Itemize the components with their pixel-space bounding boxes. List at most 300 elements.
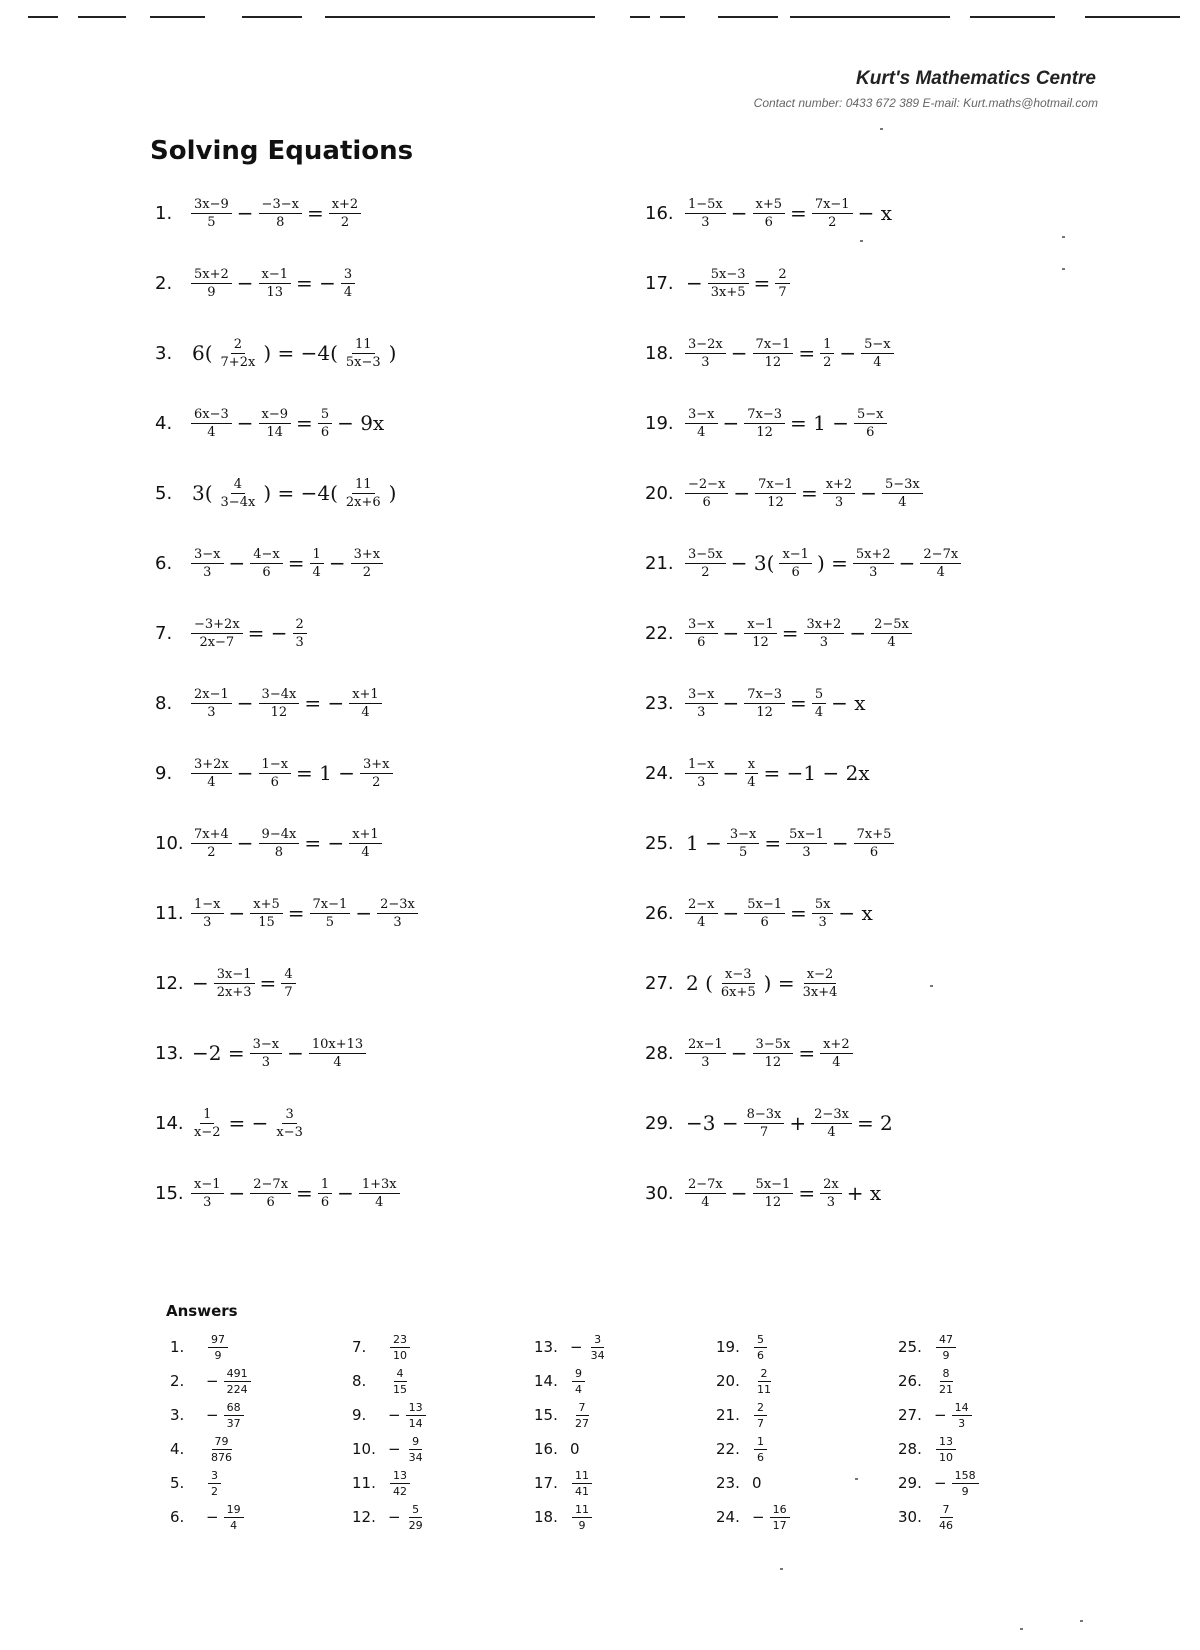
fraction <box>685 617 718 650</box>
denominator: 6 <box>262 564 271 580</box>
answer-fraction <box>754 1333 767 1362</box>
fraction <box>854 827 895 860</box>
math-text: − <box>898 551 916 575</box>
math-text: − <box>236 201 254 225</box>
denominator: 3x+5 <box>710 284 746 300</box>
denominator: 3 <box>819 634 829 650</box>
fraction <box>811 1107 852 1140</box>
denominator: 6 <box>869 844 879 860</box>
numerator: 2x−1 <box>191 687 232 704</box>
denominator: 13 <box>266 284 284 300</box>
numerator: 6x−3 <box>191 407 232 424</box>
denominator: 5 <box>738 844 748 860</box>
answer-number: 8. <box>352 1372 367 1390</box>
answer-number: 26. <box>898 1372 922 1390</box>
numerator: x+2 <box>820 1037 853 1054</box>
fraction <box>349 827 382 860</box>
denominator: 6 <box>697 634 706 650</box>
equation <box>189 1107 308 1140</box>
numerator: 13 <box>390 1469 410 1484</box>
denominator: 12 <box>767 494 784 510</box>
numerator: 47 <box>936 1333 956 1348</box>
denominator: 5x−3 <box>345 354 381 370</box>
denominator: x−3 <box>276 1124 303 1140</box>
numerator: 3−5x <box>753 1037 794 1054</box>
numerator: 5x+2 <box>853 547 894 564</box>
denominator: 8 <box>276 214 285 230</box>
numerator: 7 <box>940 1503 953 1518</box>
numerator: 3+x <box>351 547 384 564</box>
denominator: 7 <box>759 1124 769 1140</box>
fraction <box>191 1107 224 1140</box>
problem-number: 8. <box>155 692 173 714</box>
problem-number: 16. <box>645 202 674 224</box>
numerator: 491 <box>224 1367 251 1382</box>
equation <box>683 967 842 1000</box>
numerator: 3 <box>282 1107 296 1124</box>
denominator: 3 <box>802 844 811 860</box>
denominator: x−2 <box>194 1124 221 1140</box>
problem-11 <box>155 878 625 948</box>
denominator: 4 <box>207 774 216 790</box>
fraction <box>191 897 224 930</box>
answer-value: 0 <box>752 1474 762 1492</box>
numerator: 7x−1 <box>812 197 853 214</box>
denominator: 4 <box>814 704 824 720</box>
denominator: 6x+5 <box>720 984 756 1000</box>
answer-number: 27. <box>898 1406 922 1424</box>
fraction <box>753 197 786 230</box>
answer-fraction <box>936 1333 956 1362</box>
problem-number: 7. <box>155 622 173 644</box>
equation <box>189 967 298 1000</box>
numerator: 7x−3 <box>744 407 785 424</box>
answer-number: 24. <box>716 1508 740 1526</box>
fraction <box>191 1177 224 1210</box>
numerator: 5 <box>409 1503 422 1518</box>
answer-21 <box>716 1398 896 1432</box>
answer-number: 9. <box>352 1406 367 1424</box>
fraction <box>861 337 894 370</box>
answer-number: 16. <box>534 1440 558 1458</box>
numerator: 1 <box>754 1435 767 1450</box>
math-text: 2 ( <box>686 971 713 995</box>
problem-19 <box>645 388 1115 458</box>
answer-25 <box>898 1330 1078 1364</box>
denominator: 6 <box>791 564 800 580</box>
numerator: 2 <box>293 617 307 634</box>
answer-fraction <box>208 1333 228 1362</box>
denominator: 8 <box>274 844 284 860</box>
answer-number: 12. <box>352 1508 376 1526</box>
denominator: 3 <box>818 914 827 930</box>
answer-number: 3. <box>170 1406 185 1424</box>
fraction <box>718 967 759 1000</box>
denominator: 2 <box>823 354 832 370</box>
math-text: − <box>355 901 373 925</box>
fraction <box>191 827 232 860</box>
math-text: = − <box>304 691 345 715</box>
equation <box>189 547 385 580</box>
fraction <box>309 1037 366 1070</box>
fraction <box>293 617 307 650</box>
equation <box>189 197 363 230</box>
denominator: 6 <box>760 914 769 930</box>
math-text: − <box>722 761 740 785</box>
denominator: 3 <box>958 1416 966 1430</box>
answer-11 <box>352 1466 532 1500</box>
numerator: 3x−1 <box>214 967 255 984</box>
fraction <box>191 617 243 650</box>
answer-number: 15. <box>534 1406 558 1424</box>
math-text: − <box>860 481 877 505</box>
math-text: ) <box>388 481 397 505</box>
problem-number: 19. <box>645 412 674 434</box>
numerator: 5−x <box>861 337 894 354</box>
equation <box>683 547 963 580</box>
denominator: 3 <box>701 1054 710 1070</box>
problem-18 <box>645 318 1115 388</box>
denominator: 29 <box>408 1518 423 1532</box>
fraction <box>685 477 728 510</box>
denominator: 2 <box>362 564 371 580</box>
denominator: 14 <box>408 1416 423 1430</box>
denominator: 4 <box>832 1054 841 1070</box>
math-text: − <box>228 1181 246 1205</box>
answer-number: 23. <box>716 1474 740 1492</box>
problem-9 <box>155 738 625 808</box>
answer-fraction <box>390 1469 410 1498</box>
numerator: x <box>745 757 758 774</box>
math-text: − x <box>831 691 866 715</box>
math-text: − x <box>857 201 892 225</box>
numerator: 3−x <box>250 1037 283 1054</box>
answer-fraction <box>224 1503 244 1532</box>
denominator: 9 <box>207 284 216 300</box>
fraction <box>753 1037 794 1070</box>
denominator: 6 <box>266 1194 275 1210</box>
problem-28 <box>645 1018 1115 1088</box>
fraction <box>351 547 384 580</box>
denominator: 3 <box>393 914 402 930</box>
problem-number: 6. <box>155 552 173 574</box>
math-text: = <box>798 341 816 365</box>
problem-26 <box>645 878 1115 948</box>
fraction <box>310 547 324 580</box>
fraction <box>329 197 362 230</box>
fraction <box>685 1177 726 1210</box>
math-text: + x <box>846 1181 882 1205</box>
answers-column-2 <box>352 1330 532 1534</box>
denominator: 3 <box>203 564 212 580</box>
numerator: 1 <box>820 337 834 354</box>
numerator: x−1 <box>744 617 777 634</box>
denominator: 6 <box>757 1348 764 1362</box>
fraction <box>753 1177 794 1210</box>
answer-number: 2. <box>170 1372 185 1390</box>
problem-17 <box>645 248 1115 318</box>
math-text: − <box>192 971 209 995</box>
fraction <box>853 547 894 580</box>
denominator: 46 <box>939 1518 953 1532</box>
fraction <box>812 687 826 720</box>
problem-7 <box>155 598 625 668</box>
numerator: 7x+5 <box>854 827 895 844</box>
denominator: 7 <box>778 284 787 300</box>
math-text: = − <box>228 1111 269 1135</box>
answer-fraction <box>936 1435 956 1464</box>
equation <box>189 337 399 370</box>
math-text: = <box>259 971 277 995</box>
fraction <box>755 477 796 510</box>
answer-4 <box>170 1432 350 1466</box>
numerator: 3+x <box>360 757 393 774</box>
problem-number: 22. <box>645 622 674 644</box>
numerator: 3−x <box>685 407 718 424</box>
math-text: = <box>296 1181 313 1205</box>
numerator: 1−x <box>685 757 718 774</box>
answer-fraction <box>406 1401 426 1430</box>
math-text: − <box>849 621 867 645</box>
fraction <box>779 547 812 580</box>
numerator: x−1 <box>191 1177 224 1194</box>
answer-number: 17. <box>534 1474 558 1492</box>
fraction <box>685 547 726 580</box>
answer-number: 14. <box>534 1372 558 1390</box>
math-text: ) = <box>763 971 795 995</box>
math-text: = <box>764 831 782 855</box>
answer-number: 19. <box>716 1338 740 1356</box>
problem-number: 23. <box>645 692 674 714</box>
equation <box>189 1177 402 1210</box>
answer-fraction <box>208 1435 235 1464</box>
fraction <box>823 477 856 510</box>
numerator: 5 <box>812 687 826 704</box>
math-text: = <box>781 621 799 645</box>
equation <box>683 407 889 440</box>
answers-heading: Answers <box>166 1302 238 1320</box>
numerator: x+2 <box>329 197 362 214</box>
numerator: 2−7x <box>250 1177 291 1194</box>
answer-fraction <box>572 1401 592 1430</box>
denominator: 2x+6 <box>345 494 381 510</box>
fraction <box>218 337 259 370</box>
numerator: 4−x <box>250 547 283 564</box>
math-text: − <box>328 551 346 575</box>
answer-7 <box>352 1330 532 1364</box>
fraction <box>854 407 887 440</box>
math-text: = <box>753 271 771 295</box>
numerator: 3−x <box>727 827 760 844</box>
math-text: = 2 <box>856 1111 893 1135</box>
answer-fraction <box>952 1469 979 1498</box>
numerator: 5x−1 <box>744 897 785 914</box>
answer-14 <box>534 1364 714 1398</box>
problem-number: 12. <box>155 972 184 994</box>
denominator: 9 <box>578 1518 586 1532</box>
numerator: x−2 <box>804 967 837 984</box>
numerator: 3 <box>208 1469 221 1484</box>
fraction <box>250 897 283 930</box>
problem-number: 29. <box>645 1112 674 1134</box>
denominator: 6 <box>764 214 773 230</box>
denominator: 12 <box>764 1054 782 1070</box>
numerator: x−3 <box>722 967 755 984</box>
math-text: − <box>228 901 246 925</box>
equation <box>189 827 384 860</box>
scan-top-edge <box>0 0 1200 30</box>
denominator: 4 <box>361 704 370 720</box>
denominator: 7 <box>757 1416 764 1430</box>
answer-number: 30. <box>898 1508 922 1526</box>
fraction <box>804 617 845 650</box>
numerator: 5x <box>812 897 834 914</box>
math-text: − 3( <box>730 551 775 575</box>
answer-28 <box>898 1432 1078 1466</box>
answer-5 <box>170 1466 350 1500</box>
numerator: x+1 <box>349 687 382 704</box>
answer-3 <box>170 1398 350 1432</box>
equation <box>189 757 395 790</box>
denominator: 12 <box>764 1194 782 1210</box>
math-text: − <box>287 1041 304 1065</box>
math-text: −3 − <box>686 1111 739 1135</box>
equation <box>189 1037 368 1070</box>
problem-number: 14. <box>155 1112 184 1134</box>
answer-number: 4. <box>170 1440 185 1458</box>
math-text: ) = −4( <box>263 341 338 365</box>
answer-16 <box>534 1432 714 1466</box>
math-text: − <box>228 551 246 575</box>
math-text: − <box>730 341 748 365</box>
numerator: 1 <box>200 1107 214 1124</box>
denominator: 7+2x <box>220 354 256 370</box>
denominator: 4 <box>230 1518 238 1532</box>
problem-13 <box>155 1018 625 1088</box>
denominator: 3 <box>203 1194 212 1210</box>
denominator: 4 <box>936 564 945 580</box>
minus-sign: − <box>570 1338 583 1356</box>
problem-number: 18. <box>645 342 674 364</box>
math-text: = <box>800 481 818 505</box>
answer-number: 5. <box>170 1474 185 1492</box>
denominator: 4 <box>575 1382 582 1396</box>
problems-column-right <box>645 178 1115 1228</box>
numerator: 7x−3 <box>744 687 785 704</box>
equation <box>189 267 357 300</box>
math-text: − <box>236 761 254 785</box>
fraction <box>882 477 923 510</box>
problem-10 <box>155 808 625 878</box>
answer-fraction <box>572 1469 592 1498</box>
problem-number: 11. <box>155 902 184 924</box>
answer-number: 11. <box>352 1474 376 1492</box>
problem-number: 1. <box>155 202 173 224</box>
numerator: 1−x <box>191 897 224 914</box>
numerator: 10x+13 <box>309 1037 366 1054</box>
math-text: − <box>730 1181 748 1205</box>
fraction <box>259 267 292 300</box>
fraction <box>753 337 794 370</box>
numerator: 2x <box>820 1177 842 1194</box>
answer-fraction <box>224 1401 244 1430</box>
denominator: 6 <box>702 494 711 510</box>
answer-number: 25. <box>898 1338 922 1356</box>
minus-sign: − <box>206 1372 219 1390</box>
denominator: 4 <box>873 354 882 370</box>
fraction <box>281 967 295 1000</box>
numerator: 9−4x <box>259 827 300 844</box>
answer-27 <box>898 1398 1078 1432</box>
numerator: 2−3x <box>811 1107 852 1124</box>
problem-5 <box>155 458 625 528</box>
fraction <box>191 687 232 720</box>
problem-number: 25. <box>645 832 674 854</box>
math-text: = <box>790 901 807 925</box>
equation <box>683 477 925 510</box>
answer-number: 20. <box>716 1372 740 1390</box>
denominator: 15 <box>258 914 275 930</box>
numerator: x+5 <box>753 197 786 214</box>
denominator: 4 <box>827 1124 836 1140</box>
numerator: 9 <box>572 1367 585 1382</box>
math-text: = <box>306 201 324 225</box>
denominator: 2 <box>372 774 381 790</box>
math-text: −2 = <box>192 1041 245 1065</box>
denominator: 3 <box>826 1194 836 1210</box>
denominator: 5 <box>207 214 216 230</box>
answer-fraction <box>754 1401 767 1430</box>
denominator: 3 <box>207 704 216 720</box>
centre-name: Kurt's Mathematics Centre <box>856 68 1096 89</box>
problem-30 <box>645 1158 1115 1228</box>
equation <box>683 897 876 930</box>
page-title: Solving Equations <box>150 136 414 166</box>
fraction <box>349 687 382 720</box>
denominator: 6 <box>270 774 279 790</box>
problem-22 <box>645 598 1115 668</box>
numerator: 5x−1 <box>753 1177 794 1194</box>
math-text: = <box>287 551 305 575</box>
fraction <box>377 897 418 930</box>
denominator: 12 <box>756 704 773 720</box>
problem-8 <box>155 668 625 738</box>
numerator: 7x−1 <box>755 477 796 494</box>
numerator: −3+2x <box>191 617 243 634</box>
numerator: 3−x <box>685 617 718 634</box>
fraction <box>250 547 283 580</box>
answer-fraction <box>572 1503 592 1532</box>
answer-fraction <box>406 1435 426 1464</box>
numerator: 11 <box>572 1503 592 1518</box>
answer-17 <box>534 1466 714 1500</box>
denominator: 4 <box>333 1054 342 1070</box>
problem-number: 4. <box>155 412 173 434</box>
equation <box>189 687 384 720</box>
denominator: 6 <box>757 1450 764 1464</box>
math-text: = − <box>304 831 345 855</box>
answer-fraction <box>390 1367 410 1396</box>
fraction <box>259 757 292 790</box>
minus-sign: − <box>934 1474 947 1492</box>
fraction <box>920 547 961 580</box>
denominator: 3 <box>701 354 710 370</box>
minus-sign: − <box>388 1508 401 1526</box>
fraction <box>685 897 718 930</box>
denominator: 34 <box>590 1348 605 1362</box>
math-text: − <box>730 1041 748 1065</box>
denominator: 12 <box>764 354 782 370</box>
